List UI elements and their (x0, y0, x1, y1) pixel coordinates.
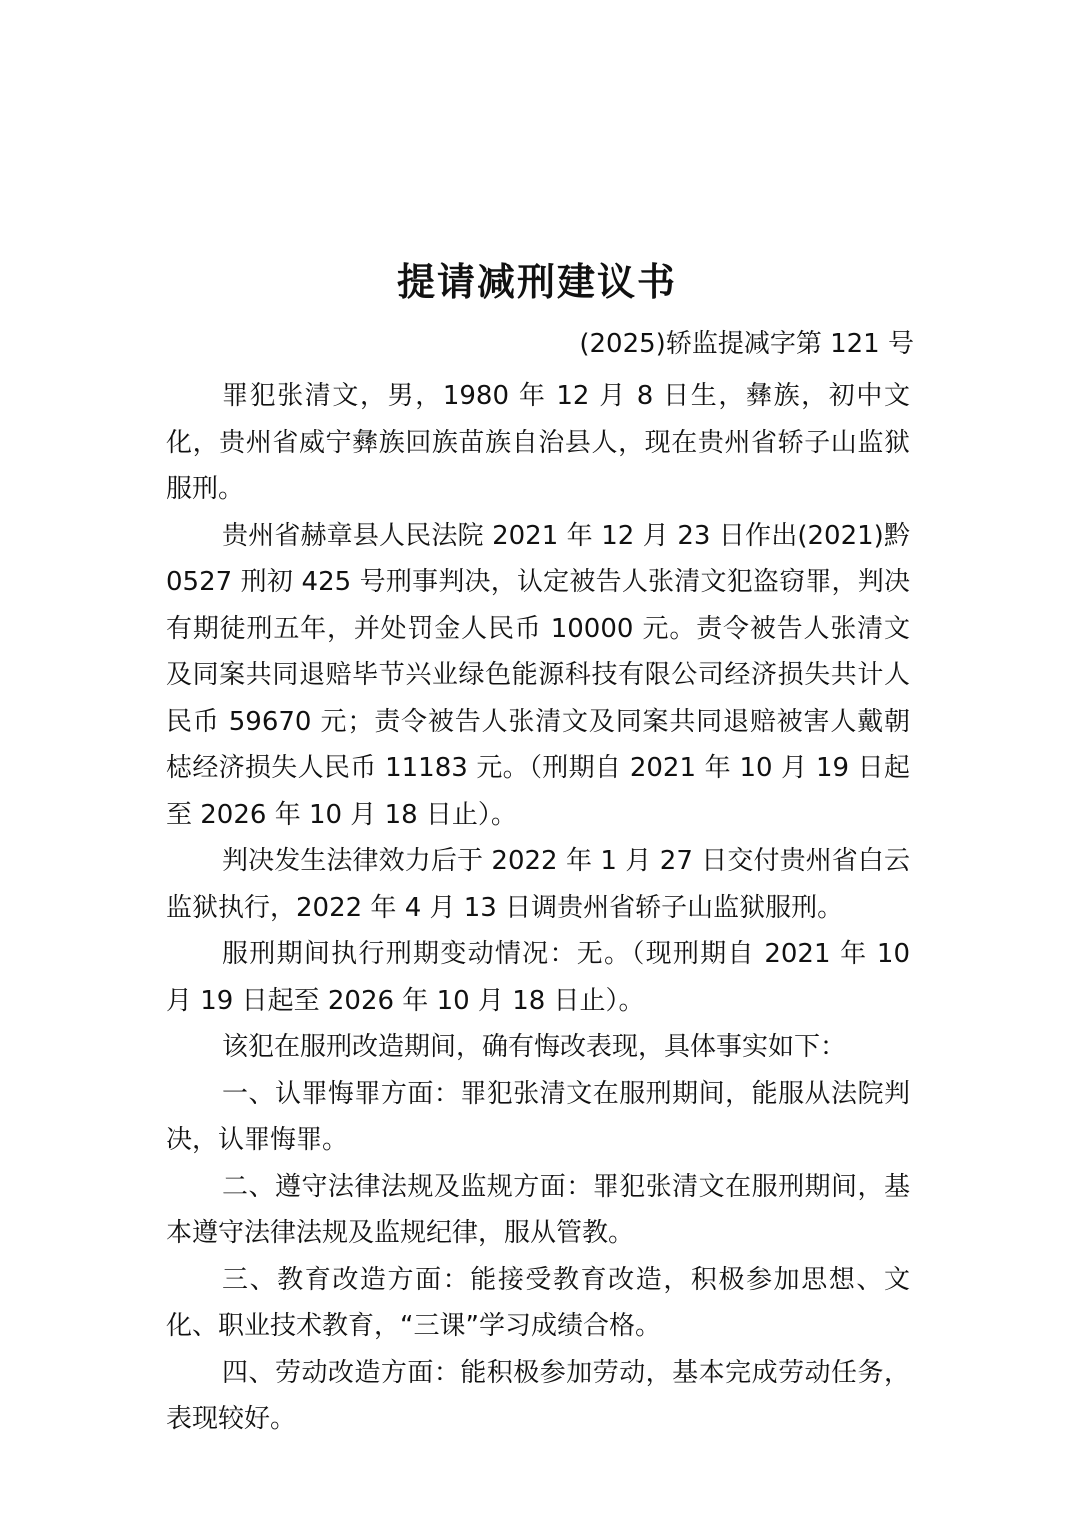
paragraph-point-4: 四、劳动改造方面：能积极参加劳动，基本完成劳动任务，表现较好。 (166, 1357, 910, 1434)
document-body (166, 373, 910, 1443)
paragraph-sentence-change: 服刑期间执行刑期变动情况：无。（现刑期自 2021 年 10 月 19 日起至 2026 年 10 月 18 日止）。 (166, 939, 910, 1016)
paragraph-point-2: 二、遵守法律法规及监规方面：罪犯张清文在服刑期间，基本遵守法律法规及监规纪律，服从管教。 (166, 1171, 910, 1248)
paragraph-criminal-info: 罪犯张清文，男，1980 年 12 月 8 日生，彝族，初中文化，贵州省威宁彝族回族苗族自治县人，现在贵州省轿子山监狱服刑。 (166, 381, 910, 504)
paragraph-point-3: 三、教育改造方面：能接受教育改造，积极参加思想、文化、职业技术教育，“三课”学习成绩合格。 (166, 1264, 910, 1341)
paragraph-judgment: 贵州省赫章县人民法院 2021 年 12 月 23 日作出(2021)黔 0527 刑初 425 号刑事判决，认定被告人张清文犯盗窃罪，判决有期徒刑五年，并处罚金人民币 10000 元。责令被告人张清文及同案共同退赔毕节兴业绿色能源科技有限公司经济损失共计人民币 59670 元；责令被告人张清文及同案共同退赔被害人戴朝梽经济损失人民币 11183 元。（刑期自 2021 年 10 月 19 日起至 2026 年 10 月 18 日止）。 (166, 520, 910, 830)
document-number: (2025)轿监提减字第 121 号 (579, 329, 914, 359)
paragraph-repentance-intro: 该犯在服刑改造期间，确有悔改表现，具体事实如下： (222, 1032, 847, 1062)
document-title: 提请减刑建议书 (396, 259, 677, 304)
paragraph-execution: 判决发生法律效力后于 2022 年 1 月 27 日交付贵州省白云监狱执行，2022 年 4 月 13 日调贵州省轿子山监狱服刑。 (166, 846, 910, 923)
paragraph-point-1: 一、认罪悔罪方面：罪犯张清文在服刑期间，能服从法院判决，认罪悔罪。 (166, 1078, 910, 1155)
